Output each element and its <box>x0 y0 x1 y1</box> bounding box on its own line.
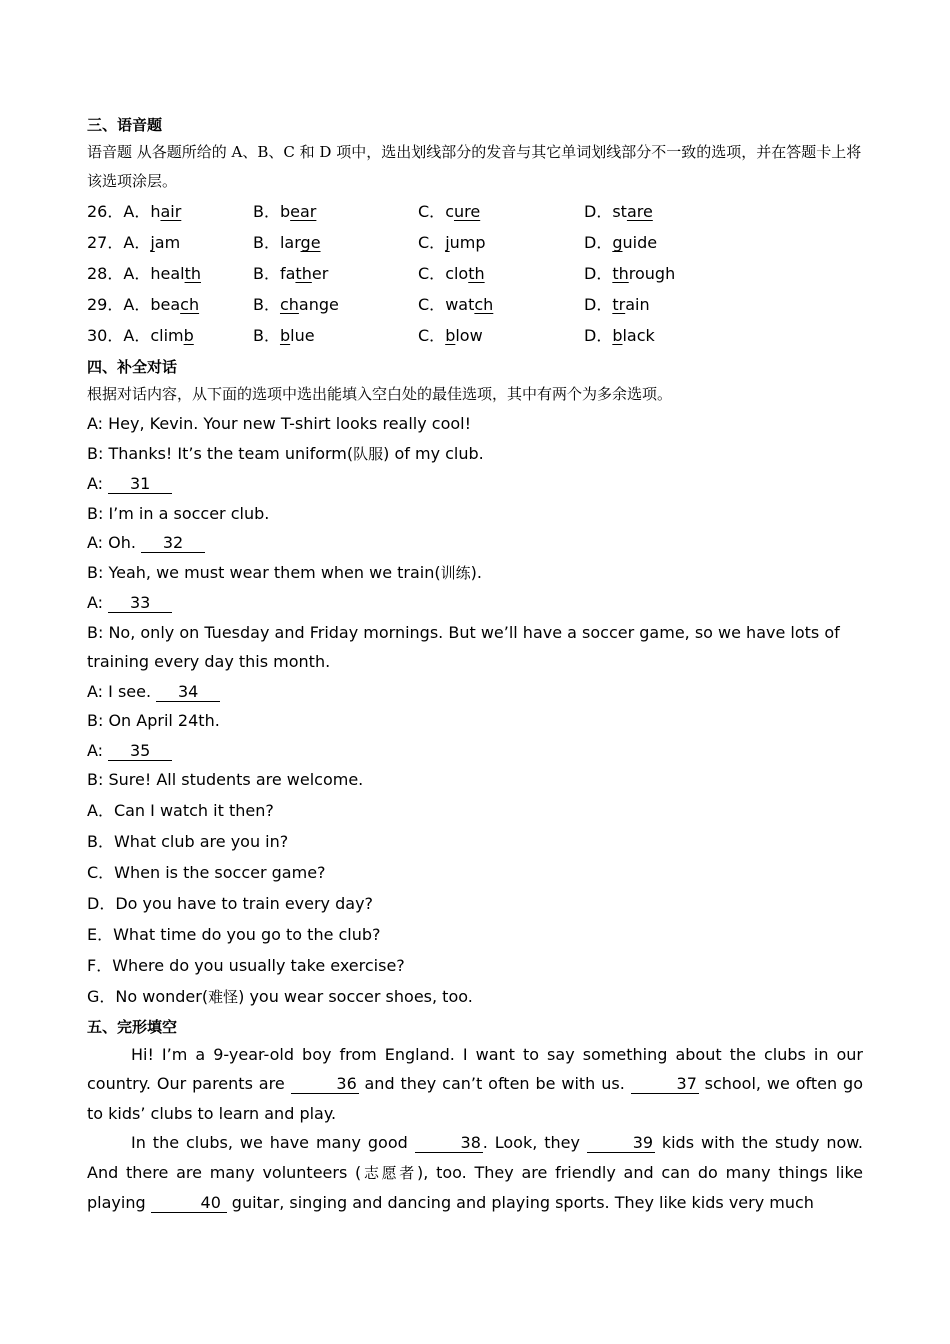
phonics-option: C．cloth <box>418 264 485 283</box>
blank-32: 32 <box>141 534 205 553</box>
question-number: 28． <box>87 264 124 283</box>
cloze-paragraph-2: In the clubs, we have many good 38 . Look, they 39 kids with the study now. And there are many volunteers (志愿者), too. They are friendly and can do many things like playing 40 guitar, singing and dancing and playing sports. They like kids very much <box>87 1133 864 1213</box>
underlined-part: g <box>612 233 623 252</box>
underlined-part: th <box>184 264 201 283</box>
dialogue-line: A: I see. 34 <box>87 677 863 707</box>
underlined-part: th <box>295 264 312 283</box>
underlined-part: b <box>279 326 291 345</box>
option-letter: D． <box>584 202 613 221</box>
phonics-option: D．guide <box>584 233 658 252</box>
phonics-option: D．through <box>584 264 676 283</box>
choice-option: B．What club are you in? <box>87 831 289 851</box>
phonics-option: D．train <box>584 295 650 314</box>
choice-option: G．No wonder(难怪) you wear soccer shoes, too. <box>87 986 473 1006</box>
choice-option: D．Do you have to train every day? <box>87 893 374 913</box>
phonics-question <box>87 196 863 227</box>
question-number: 29． <box>87 295 124 314</box>
choice-option: E．What time do you go to the club? <box>87 924 381 944</box>
dialogue-line: A: Hey, Kevin. Your new T-shirt looks really cool! <box>87 414 472 433</box>
option-letter: A． <box>123 326 151 345</box>
choice-option: C．When is the soccer game? <box>87 862 326 882</box>
phonics-option: B．change <box>253 295 339 314</box>
underlined-part: j <box>150 233 155 252</box>
blank-33: 33 <box>108 594 172 613</box>
underlined-part: are <box>626 202 653 221</box>
phonics-option: 29．A．beach <box>87 295 200 314</box>
phonics-option: B．large <box>253 233 321 252</box>
phonics-option: 28．A．health <box>87 264 201 283</box>
option-letter: B． <box>253 295 280 314</box>
phonics-option: C．jump <box>418 233 486 252</box>
dialogue-line: B: Thanks! It’s the team uniform(队服) of my club. <box>87 443 484 463</box>
underlined-part: th <box>612 264 629 283</box>
dialogue-line: A: 33 <box>87 588 863 618</box>
option-letter: C． <box>418 264 446 283</box>
underlined-part: b <box>183 326 194 345</box>
option-letter: B． <box>253 202 280 221</box>
underlined-part: ch <box>279 295 299 314</box>
phonics-option: D．stare <box>584 202 653 221</box>
blank-38: 38 <box>415 1134 483 1153</box>
option-letter: C． <box>418 295 446 314</box>
underlined-part: b <box>612 326 623 345</box>
dialogue-line: B: No, only on Tuesday and Friday mornings. But we’ll have a soccer game, so we have lots of training every day this month. <box>87 622 840 671</box>
question-number: 30． <box>87 326 124 345</box>
blank-40: 40 <box>151 1194 227 1213</box>
dialogue-line: B: Yeah, we must wear them when we train(训练). <box>87 562 482 582</box>
underlined-part: air <box>160 202 182 221</box>
section-4-instruction: 根据对话内容，从下面的选项中选出能填入空白处的最佳选项，其中有两个为多余选项。 <box>87 385 673 403</box>
worksheet-page <box>87 112 863 1218</box>
phonics-option: 30．A．climb <box>87 326 194 345</box>
phonics-option: C．cure <box>418 202 481 221</box>
option-letter: A． <box>123 202 151 221</box>
dialogue-line: A: Oh. 32 <box>87 528 863 558</box>
dialogue-line: A: 35 <box>87 736 863 766</box>
section-3-heading: 三、语音题 <box>87 116 163 134</box>
dialogue-line: B: I’m in a soccer club. <box>87 503 270 523</box>
phonics-question <box>87 320 863 351</box>
phonics-option: C．watch <box>418 295 494 314</box>
option-letter: D． <box>584 326 613 345</box>
blank-31: 31 <box>108 475 172 494</box>
section-3-instruction: 语音题 从各题所给的 A、B、C 和 D 项中，选出划线部分的发音与其它单词划线部分不一致的选项，并在答题卡上将该选项涂层。 <box>87 143 862 190</box>
dialogue-line: B: On April 24th. <box>87 711 220 730</box>
underlined-part: ure <box>453 202 481 221</box>
option-letter: C． <box>418 233 446 252</box>
blank-36: 36 <box>291 1075 359 1094</box>
section-5-heading: 五、完形填空 <box>87 1017 178 1036</box>
option-letter: B． <box>253 264 280 283</box>
phonics-question <box>87 258 863 289</box>
underlined-part: tr <box>612 295 626 314</box>
underlined-part: j <box>445 233 450 252</box>
option-letter: C． <box>418 326 446 345</box>
option-letter: D． <box>584 233 613 252</box>
option-letter: D． <box>584 264 613 283</box>
choice-option: F．Where do you usually take exercise? <box>87 955 405 975</box>
phonics-question-list <box>87 196 863 351</box>
option-letter: D． <box>584 295 613 314</box>
option-letter: A． <box>123 295 151 314</box>
underlined-part: ch <box>474 295 494 314</box>
phonics-option: C．blow <box>418 326 483 345</box>
underlined-part: ear <box>290 202 317 221</box>
dialogue-line: A: 31 <box>87 469 863 499</box>
phonics-option: B．father <box>253 264 329 283</box>
blank-37: 37 <box>631 1075 699 1094</box>
phonics-question <box>87 227 863 258</box>
choice-option: A．Can I watch it then? <box>87 800 274 820</box>
option-letter: B． <box>253 326 280 345</box>
phonics-option: B．blue <box>253 326 315 345</box>
option-letter: A． <box>123 233 151 252</box>
cloze-paragraph-1: Hi! I’m a 9-year-old boy from England. I want to say something about the clubs in our country. Our parents are 36 and they can’t often be with us. 37 school, we often go to kids’ clubs to learn and play. <box>87 1044 863 1123</box>
option-letter: C． <box>418 202 446 221</box>
underlined-part: b <box>445 326 456 345</box>
phonics-question <box>87 289 863 320</box>
underlined-part: ch <box>180 295 200 314</box>
phonics-option: 26．A．hair <box>87 202 182 221</box>
phonics-option: 27．A．jam <box>87 233 181 252</box>
dialogue-line: B: Sure! All students are welcome. <box>87 770 364 789</box>
blank-35: 35 <box>108 742 172 761</box>
section-4-heading: 四、补全对话 <box>87 358 178 376</box>
question-number: 26． <box>87 202 124 221</box>
question-number: 27． <box>87 233 124 252</box>
blank-39: 39 <box>587 1134 655 1153</box>
option-letter: A． <box>123 264 151 283</box>
underlined-part: ge <box>300 233 321 252</box>
phonics-option: D．black <box>584 326 655 345</box>
underlined-part: th <box>468 264 485 283</box>
blank-34: 34 <box>156 683 220 702</box>
phonics-option: B．bear <box>253 202 317 221</box>
option-letter: B． <box>253 233 280 252</box>
